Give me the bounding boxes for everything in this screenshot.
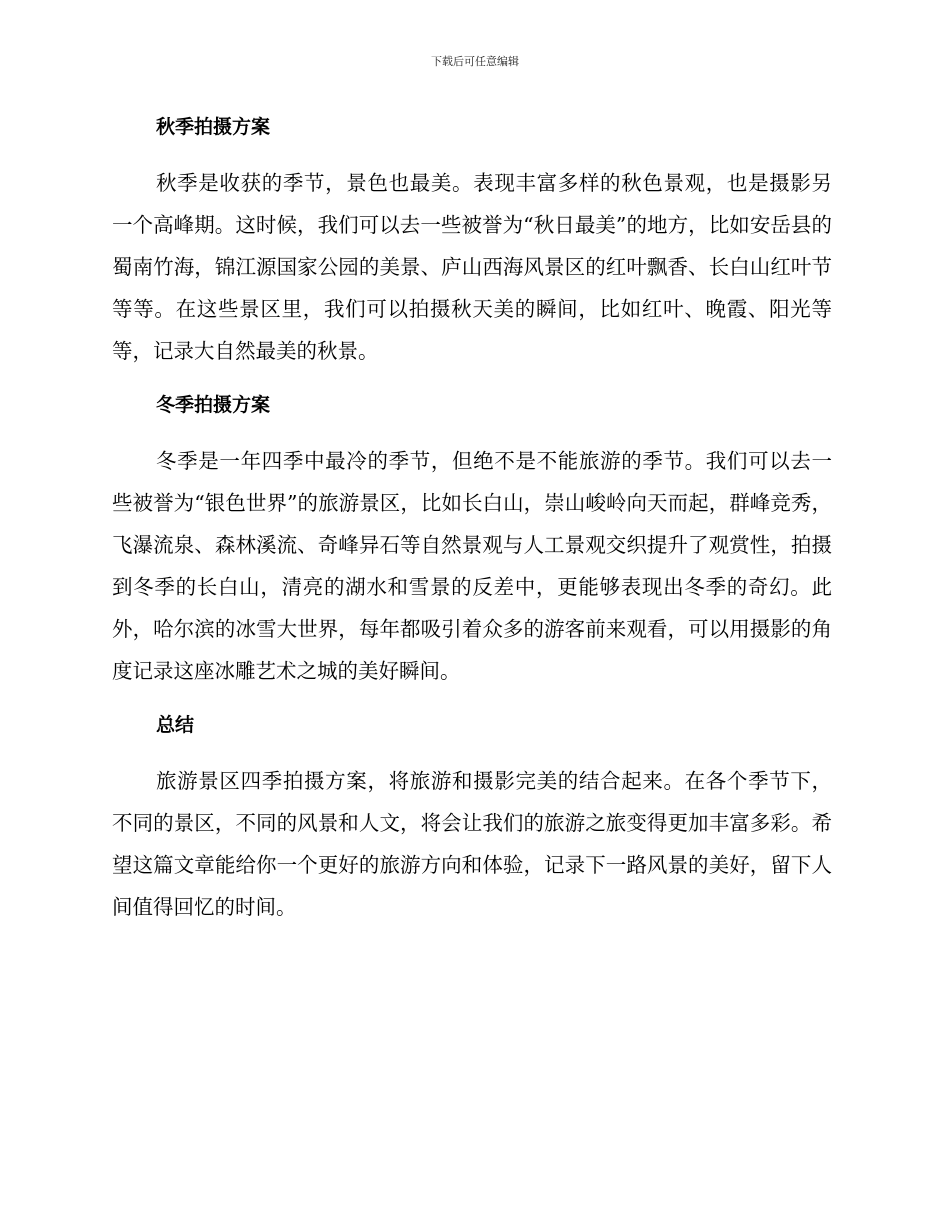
section-paragraph-autumn: 秋季是收获的季节，景色也最美。表现丰富多样的秋色景观，也是摄影另一个高峰期。这时候，我们可以去一些被誉为“秋日最美”的地方，比如安岳县的蜀南竹海，锦江源国家公园的美景、庐山西海风景区的红叶飘香、长白山红叶节等等。在这些景区里，我们可以拍摄秋天美的瞬间，比如红叶、晚霞、阳光等等，记录大自然最美的秋景。 [112,171,832,363]
document-body [112,110,832,944]
section-heading-winter: 冬季拍摄方案 [156,394,271,416]
section-paragraph-winter: 冬季是一年四季中最冷的季节，但绝不是不能旅游的季节。我们可以去一些被誉为“银色世界”的旅游景区，比如长白山，崇山峻岭向天而起，群峰竞秀，飞瀑流泉、森林溪流、奇峰异石等自然景观与人工景观交织提升了观赏性，拍摄到冬季的长白山，清亮的湖水和雪景的反差中，更能够表现出冬季的奇幻。此外，哈尔滨的冰雪大世界，每年都吸引着众多的游客前来观看，可以用摄影的角度记录这座冰雕艺术之城的美好瞬间。 [112,449,832,683]
page-header-note: 下载后可任意编辑 [431,55,519,68]
section-heading-summary: 总结 [156,714,195,736]
section-heading-autumn: 秋季拍摄方案 [156,116,271,138]
section-paragraph-summary: 旅游景区四季拍摄方案，将旅游和摄影完美的结合起来。在各个季节下，不同的景区，不同的风景和人文，将会让我们的旅游之旅变得更加丰富多彩。希望这篇文章能给你一个更好的旅游方向和体验，记录下一路风景的美好，留下人间值得回忆的时间。 [112,769,832,919]
